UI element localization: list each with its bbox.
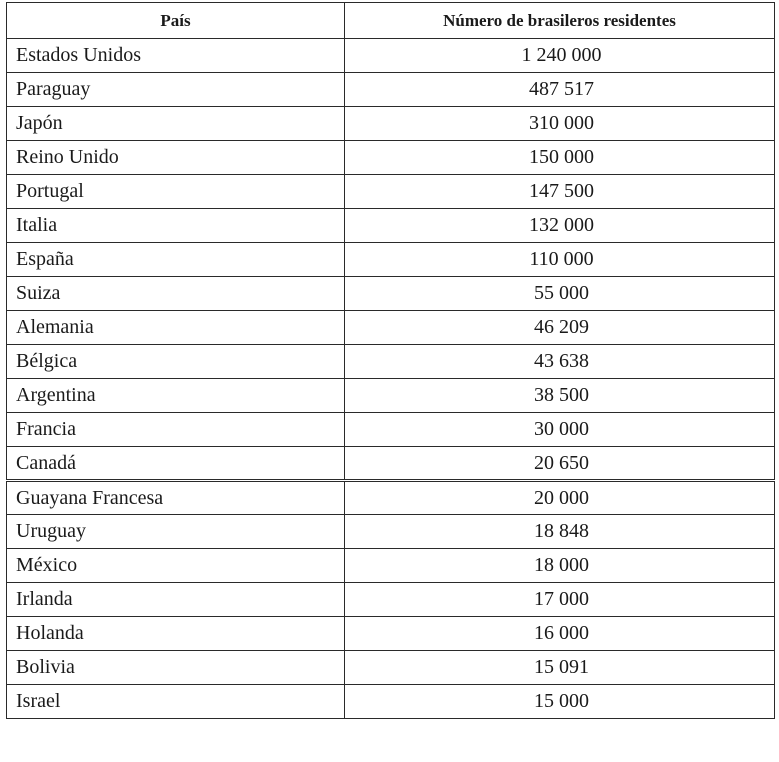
row-count: 38 500 bbox=[345, 379, 775, 413]
row-country: Francia bbox=[7, 413, 345, 447]
row-country: España bbox=[7, 243, 345, 277]
row-count: 15 000 bbox=[345, 685, 775, 719]
table-row bbox=[7, 651, 775, 685]
row-count: 46 209 bbox=[345, 311, 775, 345]
table-row bbox=[7, 685, 775, 719]
table-row bbox=[7, 39, 775, 73]
row-country: México bbox=[7, 549, 345, 583]
table-row bbox=[7, 311, 775, 345]
row-count: 17 000 bbox=[345, 583, 775, 617]
row-country: Estados Unidos bbox=[7, 39, 345, 73]
brazilian-residents-table bbox=[6, 2, 775, 719]
table-row bbox=[7, 549, 775, 583]
header-country: País bbox=[7, 3, 345, 39]
row-country: Bélgica bbox=[7, 345, 345, 379]
row-country: Japón bbox=[7, 107, 345, 141]
table-row bbox=[7, 379, 775, 413]
row-count: 16 000 bbox=[345, 617, 775, 651]
table-row bbox=[7, 141, 775, 175]
row-count: 132 000 bbox=[345, 209, 775, 243]
row-count: 20 650 bbox=[345, 447, 775, 481]
row-country: Suiza bbox=[7, 277, 345, 311]
row-country: Canadá bbox=[7, 447, 345, 481]
table-row bbox=[7, 617, 775, 651]
row-count: 55 000 bbox=[345, 277, 775, 311]
row-country: Irlanda bbox=[7, 583, 345, 617]
row-country: Argentina bbox=[7, 379, 345, 413]
row-count: 20 000 bbox=[345, 481, 775, 515]
table-row bbox=[7, 515, 775, 549]
table-row bbox=[7, 447, 775, 481]
row-country: Reino Unido bbox=[7, 141, 345, 175]
table-row bbox=[7, 583, 775, 617]
row-count: 15 091 bbox=[345, 651, 775, 685]
residents-table-container bbox=[6, 2, 774, 719]
table-row bbox=[7, 175, 775, 209]
row-count: 147 500 bbox=[345, 175, 775, 209]
row-count: 310 000 bbox=[345, 107, 775, 141]
table-row bbox=[7, 413, 775, 447]
row-count: 18 000 bbox=[345, 549, 775, 583]
row-count: 30 000 bbox=[345, 413, 775, 447]
row-country: Israel bbox=[7, 685, 345, 719]
row-count: 150 000 bbox=[345, 141, 775, 175]
row-country: Bolivia bbox=[7, 651, 345, 685]
table-row bbox=[7, 277, 775, 311]
row-country: Holanda bbox=[7, 617, 345, 651]
row-country: Uruguay bbox=[7, 515, 345, 549]
row-count: 18 848 bbox=[345, 515, 775, 549]
table-header-row bbox=[7, 3, 775, 39]
table-row bbox=[7, 345, 775, 379]
table-row bbox=[7, 243, 775, 277]
row-count: 43 638 bbox=[345, 345, 775, 379]
table-row bbox=[7, 481, 775, 515]
table-row bbox=[7, 209, 775, 243]
header-resident-count: Número de brasileros residentes bbox=[345, 3, 775, 39]
table-row bbox=[7, 73, 775, 107]
row-country: Alemania bbox=[7, 311, 345, 345]
row-count: 487 517 bbox=[345, 73, 775, 107]
row-country: Portugal bbox=[7, 175, 345, 209]
row-country: Italia bbox=[7, 209, 345, 243]
row-count: 1 240 000 bbox=[345, 39, 775, 73]
row-country: Guayana Francesa bbox=[7, 481, 345, 515]
row-count: 110 000 bbox=[345, 243, 775, 277]
table-row bbox=[7, 107, 775, 141]
row-country: Paraguay bbox=[7, 73, 345, 107]
